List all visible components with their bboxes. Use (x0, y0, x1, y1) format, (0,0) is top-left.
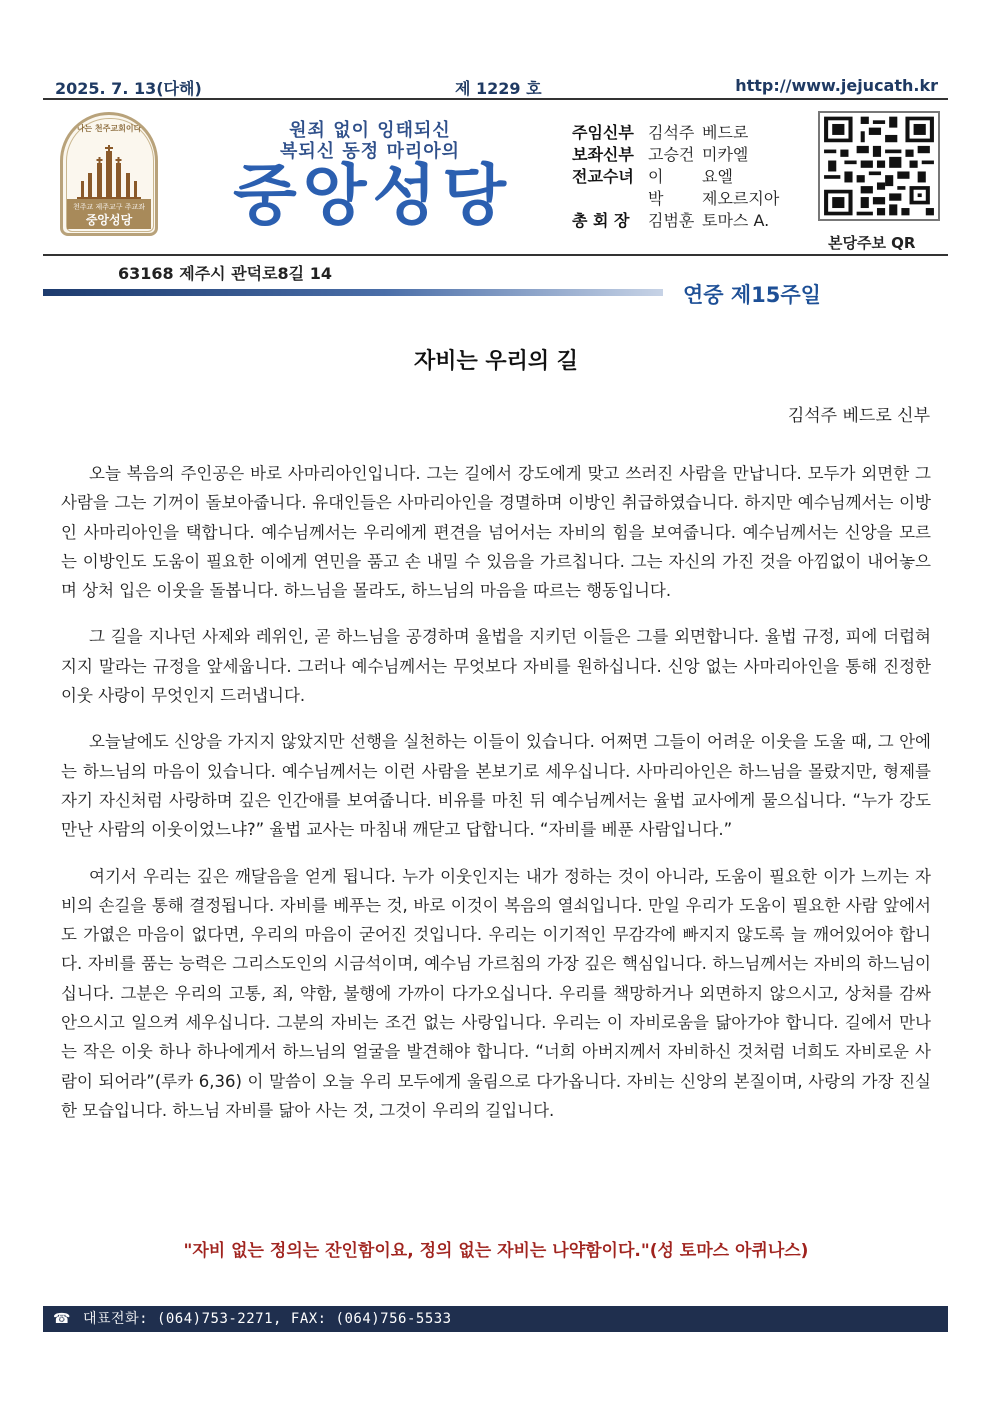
article-paragraph: 오늘 복음의 주인공은 바로 사마리아인입니다. 그는 길에서 강도에게 맞고 쓰러진 사람을 만납니다. 모두가 외면한 그 사람을 그는 기꺼이 돌보아줍니다. 유대인들은 사마리아인을 경멸하며 이방인 취급하였습니다. 하지만 예수님께서는 이방인 사마리아인을 택합니다. 예수님께서는 우리에게 편견을 넘어서는 자비의 힘을 보여줍니다. 예수님께서는 신앙을 모르는 이방인도 도움이 필요한 이에게 연민을 품고 손 내밀 수 있음을 가르칩니다. 그는 자신의 가진 것을 아낌없이 내어놓으며 상처 입은 이웃을 돌봅니다. 하느님을 몰라도, 하느님의 마음을 따르는 행동입니다. (61, 464, 931, 601)
article-author: 김석주 베드로 신부 (787, 406, 930, 426)
staff-list (572, 122, 779, 232)
parish-seal-logo (60, 112, 158, 236)
header-divider (43, 254, 948, 256)
parish-address: 63168 제주시 관덕로8길 14 (118, 264, 332, 283)
article-body (61, 459, 931, 1142)
motto-line-2: 복되신 동정 마리아의 (279, 141, 461, 162)
qr-code-icon[interactable] (818, 111, 940, 221)
article-title: 자비는 우리의 길 (413, 349, 579, 374)
cathedral-icon (77, 145, 141, 201)
gradient-divider (43, 289, 663, 296)
staff-row: 박 제오르지아 (648, 189, 780, 208)
phone-icon: ☎ (53, 1311, 71, 1327)
top-info-bar (43, 72, 948, 100)
staff-row: 전교수녀 이 요엘 (572, 167, 733, 186)
staff-row: 총 회 장 김범훈 토마스 A. (572, 211, 770, 230)
staff-row: 보좌신부 고승건 미카엘 (572, 145, 749, 164)
contact-text: 대표전화: (064)753-2271, FAX: (064)756-5533 (83, 1311, 452, 1327)
seal-arc-text: 나는 천주교회이다 (76, 124, 142, 133)
seal-banner-name: 중앙성당 (85, 213, 133, 227)
article-paragraph: 그 길을 지나던 사제와 레위인, 곧 하느님을 공경하며 율법을 지키던 이들은 그를 외면합니다. 율법 규정, 피에 더럽혀지지 말라는 규정을 앞세웁니다. 그러나 예수님께서는 무엇보다 자비를 원하십니다. 신앙 없는 사마리아인을 통해 진정한 이웃 사랑이 무엇인지 드러냅니다. (61, 627, 931, 706)
staff-row: 주임신부 김석주 베드로 (572, 123, 749, 142)
article-paragraph: 여기서 우리는 깊은 깨달음을 얻게 됩니다. 누가 이웃인지는 내가 정하는 것이 아니라, 도움이 필요한 이가 느끼는 자비의 손길을 통해 결정됩니다. 자비를 베푸는 것, 바로 이것이 복음의 열쇠입니다. 만일 우리가 도움이 필요한 사람 앞에서도 가엾은 마음이 없다면, 우리의 마음이 굳어진 것입니다. 우리는 이기적인 무감각에 빠지지 않도록 늘 깨어있어야 합니다. 자비를 품는 능력은 그리스도인의 시금석이며, 예수님 가르침의 가장 깊은 핵심입니다. 하느님께서는 자비의 하느님이십니다. 그분은 우리의 고통, 죄, 약함, 불행에 가까이 다가오십니다. 우리를 책망하거나 외면하지 않으시고, 상처를 감싸 안으시고 일으켜 세우십니다. 그분의 자비는 조건 없는 사랑입니다. 우리는 이 자비로움을 닮아가야 합니다. 길에서 만나는 작은 이웃 하나 하나에게서 하느님의 얼굴을 발견해야 합니다. “너희 아버지께서 자비하신 것처럼 너희도 자비로운 사람이 되어라”(루카 6,36) 이 말씀이 오늘 우리 모두에게 울림으로 다가옵니다. 자비는 신앙의 본질이며, 사랑의 가장 진실한 모습입니다. 하느님 자비를 닮아 사는 것, 그것이 우리의 길입니다. (61, 866, 931, 1120)
seal-banner (67, 199, 151, 229)
seal-banner-top: 천주교 제주교구 주교좌 (72, 203, 146, 211)
issue-number: 제 1229 호 (455, 79, 542, 98)
closing-quote: "자비 없는 정의는 잔인함이요, 정의 없는 자비는 나약함이다."(성 토마스 아퀴나스) (183, 1241, 809, 1261)
footer-contact-bar (43, 1306, 948, 1332)
article-paragraph: 오늘날에도 신앙을 가지지 않았지만 선행을 실천하는 이들이 있습니다. 어쩌면 그들이 어려운 이웃을 도울 때, 그 안에는 하느님의 마음이 있습니다. 예수님께서는 이런 사람을 본보기로 세우십니다. 사마리아인은 하느님을 몰랐지만, 형제를 자기 자신처럼 사랑하며 깊은 인간애를 보여줍니다. 비유를 마친 뒤 예수님께서는 율법 교사에게 물으십니다. “누가 강도 만난 사람의 이웃이었느냐?” 율법 교사는 마침내 깨닫고 답합니다. “자비를 베푼 사람입니다.” (61, 732, 931, 840)
liturgical-sunday: 연중 제15주일 (683, 283, 821, 307)
issue-date: 2025. 7. 13(다해) (55, 79, 202, 98)
website-link[interactable]: http://www.jejucath.kr (735, 76, 938, 95)
church-name: 중앙성당 (232, 157, 513, 234)
motto-line-1: 원죄 없이 잉태되신 (289, 120, 451, 141)
qr-label: 본당주보 QR (828, 234, 916, 252)
